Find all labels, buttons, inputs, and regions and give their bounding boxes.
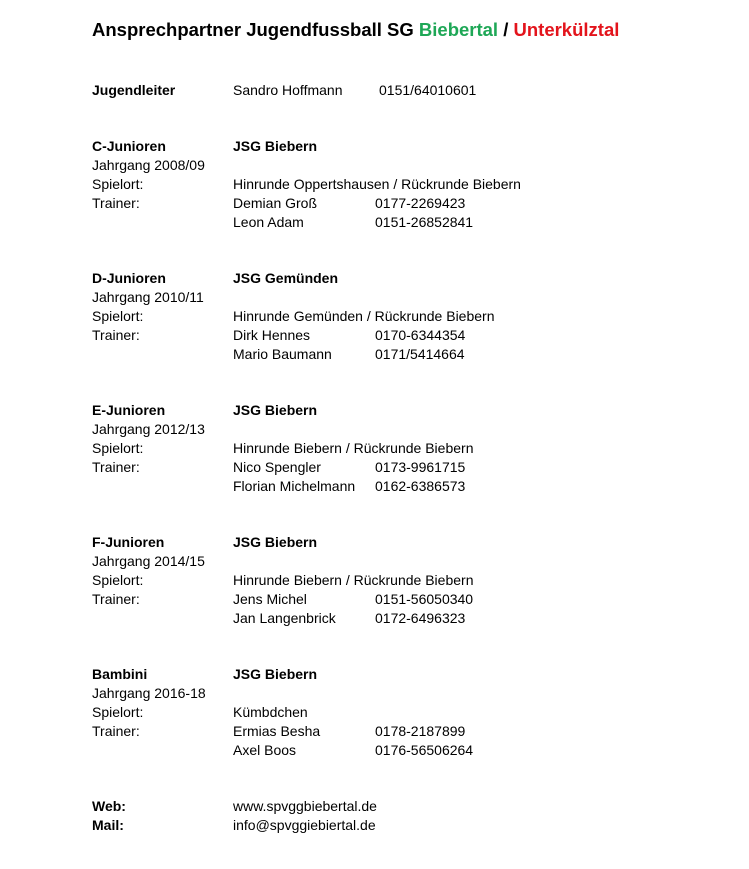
trainer-name: Mario Baumann — [233, 346, 332, 362]
team-name: C-Junioren — [92, 138, 166, 154]
jugendleiter-name: Sandro Hoffmann — [233, 82, 343, 98]
team-name: D-Junioren — [92, 270, 166, 286]
trainer-phone: 0171/5414664 — [375, 346, 465, 362]
trainer-label: Trainer: — [92, 459, 140, 475]
team-jahrgang: Jahrgang 2014/15 — [92, 553, 205, 569]
jugendleiter-phone: 0151/64010601 — [379, 82, 477, 98]
page-title — [92, 19, 619, 41]
team-club: JSG Biebern — [233, 402, 318, 418]
trainer-phone: 0151-26852841 — [375, 214, 474, 230]
team-jahrgang: Jahrgang 2012/13 — [92, 421, 205, 437]
spielort-value: Hinrunde Biebern / Rückrunde Biebern — [233, 572, 474, 588]
trainer-phone: 0176-56506264 — [375, 742, 474, 758]
trainer-name: Florian Michelmann — [233, 478, 356, 494]
team-name: E-Junioren — [92, 402, 166, 418]
spielort-label: Spielort: — [92, 440, 144, 456]
spielort-label: Spielort: — [92, 308, 144, 324]
trainer-phone: 0162-6386573 — [375, 478, 466, 494]
trainer-name: Jens Michel — [233, 591, 307, 607]
team-club: JSG Biebern — [233, 534, 318, 550]
team-name: F-Junioren — [92, 534, 165, 550]
spielort-value: Hinrunde Oppertshausen / Rückrunde Biebern — [233, 176, 521, 192]
trainer-phone: 0172-6496323 — [375, 610, 466, 626]
trainer-name: Ermias Besha — [233, 723, 321, 739]
title-biebertal: Biebertal — [418, 19, 499, 40]
trainer-phone: 0178-2187899 — [375, 723, 466, 739]
team-jahrgang: Jahrgang 2016-18 — [92, 685, 206, 701]
team-club: JSG Gemünden — [233, 270, 339, 286]
trainer-name: Leon Adam — [233, 214, 304, 230]
spielort-label: Spielort: — [92, 704, 144, 720]
trainer-label: Trainer: — [92, 195, 140, 211]
spielort-label: Spielort: — [92, 176, 144, 192]
spielort-label: Spielort: — [92, 572, 144, 588]
web-link[interactable]: www.spvggbiebertal.de — [233, 798, 377, 814]
trainer-phone: 0177-2269423 — [375, 195, 466, 211]
mail-label: Mail: — [92, 817, 124, 833]
team-name: Bambini — [92, 666, 148, 682]
trainer-phone: 0173-9961715 — [375, 459, 466, 475]
team-jahrgang: Jahrgang 2008/09 — [92, 157, 205, 173]
spielort-value: Hinrunde Gemünden / Rückrunde Biebern — [233, 308, 495, 324]
spielort-value: Kümbdchen — [233, 704, 308, 720]
trainer-label: Trainer: — [92, 591, 140, 607]
spielort-value: Hinrunde Biebern / Rückrunde Biebern — [233, 440, 474, 456]
trainer-phone: 0151-56050340 — [375, 591, 474, 607]
title-unterkuelztal: Unterkülztal — [513, 19, 620, 40]
team-club: JSG Biebern — [233, 138, 318, 154]
title-separator: / — [503, 19, 509, 40]
trainer-label: Trainer: — [92, 723, 140, 739]
title-prefix: Ansprechpartner Jugendfussball SG — [92, 19, 414, 40]
web-label: Web: — [92, 798, 126, 814]
team-club: JSG Biebern — [233, 666, 318, 682]
trainer-name: Jan Langenbrick — [233, 610, 336, 626]
trainer-phone: 0170-6344354 — [375, 327, 466, 343]
trainer-label: Trainer: — [92, 327, 140, 343]
jugendleiter-label: Jugendleiter — [92, 82, 176, 98]
mail-link[interactable]: info@spvggiebiertal.de — [233, 817, 376, 833]
trainer-name: Demian Groß — [233, 195, 318, 211]
trainer-name: Axel Boos — [233, 742, 297, 758]
trainer-name: Nico Spengler — [233, 459, 321, 475]
trainer-name: Dirk Hennes — [233, 327, 311, 343]
team-jahrgang: Jahrgang 2010/11 — [92, 289, 204, 305]
